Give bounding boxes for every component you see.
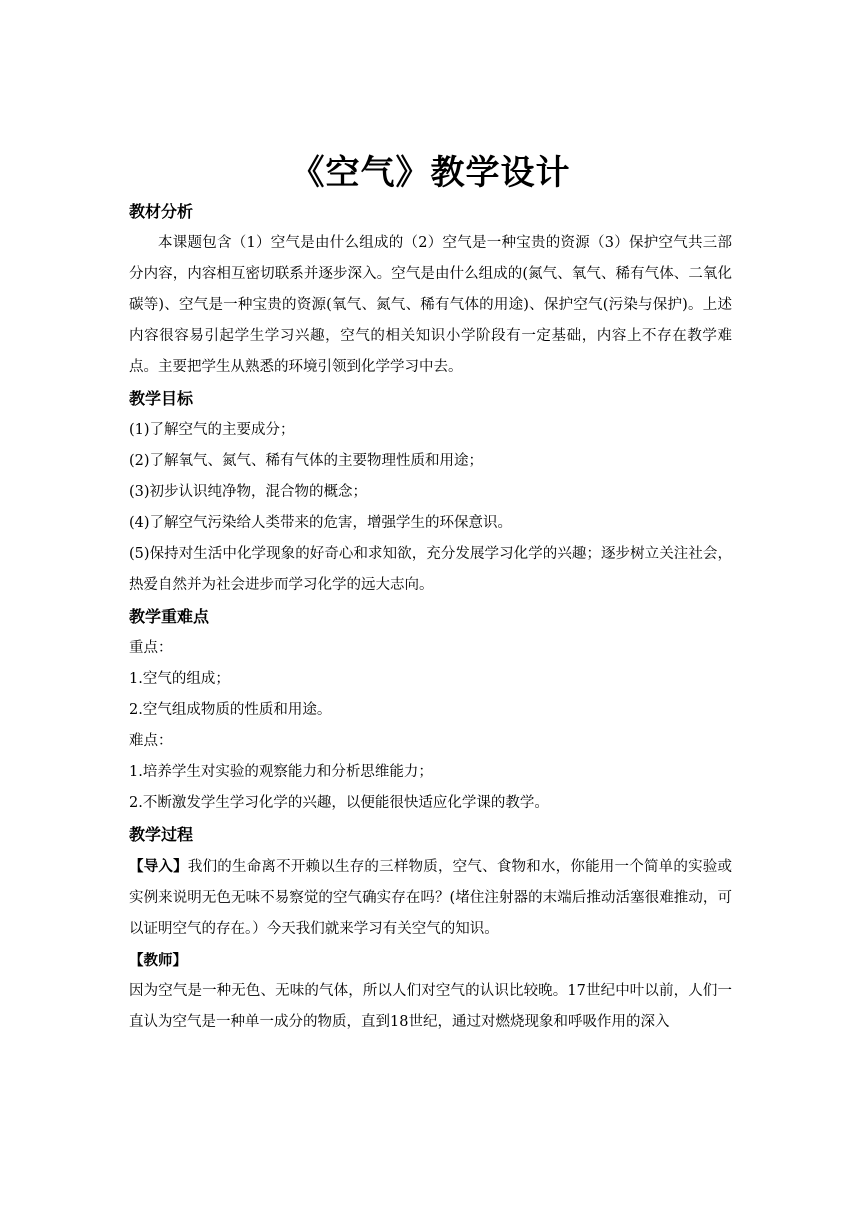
objective-item: (5)保持对生活中化学现象的好奇心和求知欲，充分发展学习化学的兴趣；逐步树立关注社会，热爱自然并为社会进步而学习化学的远大志向。 xyxy=(129,546,732,593)
section-heading-objectives: 教学目标 xyxy=(129,389,194,408)
difficult-point-item: 1.培养学生对实验的观察能力和分析思维能力； xyxy=(129,764,433,780)
intro-paragraph xyxy=(129,851,732,945)
section-heading-process: 教学过程 xyxy=(129,825,194,844)
objective-item: (4)了解空气污染给人类带来的危害，增强学生的环保意识。 xyxy=(129,515,513,531)
section-process xyxy=(129,823,732,1038)
difficult-point-item: 2.不断激发学生学习化学的兴趣，以便能很快适应化学课的教学。 xyxy=(129,795,549,811)
objective-item: (3)初步认识纯净物，混合物的概念； xyxy=(129,484,368,500)
objective-item: (1)了解空气的主要成分； xyxy=(129,422,295,438)
difficult-points-label: 难点： xyxy=(129,733,173,749)
objective-item: (2)了解氧气、氮气、稀有气体的主要物理性质和用途； xyxy=(129,453,484,469)
document-page xyxy=(129,150,732,1038)
intro-tag: 【导入】 xyxy=(129,858,188,875)
key-point-item: 2.空气组成物质的性质和用途。 xyxy=(129,702,332,718)
section-objectives xyxy=(129,387,732,601)
section-heading-analysis: 教材分析 xyxy=(129,202,194,221)
document-title: 《空气》教学设计 xyxy=(290,153,571,193)
teacher-tag: 【教师】 xyxy=(129,952,187,969)
analysis-paragraph: 本课题包含（1）空气是由什么组成的（2）空气是一种宝贵的资源（3）保护空气共三部分内容，内容相互密切联系并逐步深入。空气是由什么组成的(氮气、氧气、稀有气体、二氧化碳等)、空气是一种宝贵的资源(氧气、氮气、稀有气体的用途)、保护空气(污染与保护)。上述内容很容易引起学生学习兴趣，空气的相关知识小学阶段有一定基础，内容上不存在教学难点。主要把学生从熟悉的环境引领到化学学习中去。 xyxy=(129,235,732,375)
teacher-paragraph: 因为空气是一种无色、无味的气体，所以人们对空气的认识比较晚。17世纪中叶以前，人们一直认为空气是一种单一成分的物质，直到18世纪，通过对燃烧现象和呼吸作用的深入 xyxy=(129,983,732,1030)
section-heading-key-points: 教学重难点 xyxy=(129,607,210,626)
key-point-item: 1.空气的组成； xyxy=(129,671,230,687)
section-key-points xyxy=(129,605,732,819)
key-points-label: 重点： xyxy=(129,640,173,656)
intro-text: 我们的生命离不开赖以生存的三样物质，空气、食物和水，你能用一个简单的实验或实例来说明无色无味不易察觉的空气确实存在吗？(堵住注射器的末端后推动活塞很难推动，可以证明空气的存在。）今天我们就来学习有关空气的知识。 xyxy=(129,859,733,937)
section-analysis xyxy=(129,200,732,383)
